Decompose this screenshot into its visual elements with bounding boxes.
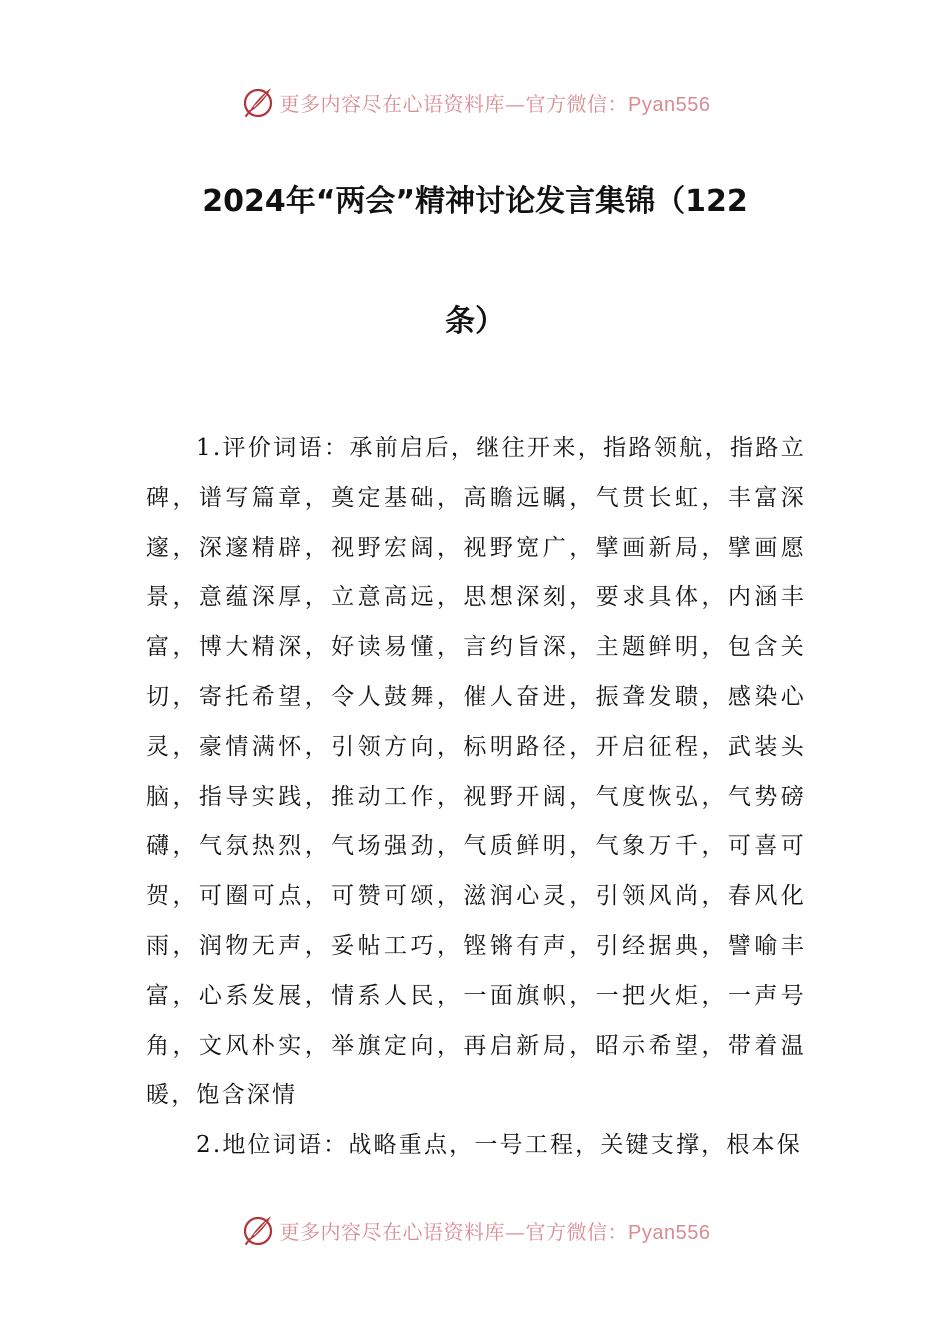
watermark-text-cn: 更多内容尽在心语资料库—官方微信： — [279, 1219, 629, 1244]
watermark-text-cn: 更多内容尽在心语资料库—官方微信： — [279, 91, 629, 116]
watermark-wechat-id: Pyan556 — [628, 93, 711, 116]
header-watermark-banner — [0, 80, 950, 124]
paragraph-status-terms: 2.地位词语：战略重点，一号工程，关键支撑，根本保 — [196, 1132, 802, 1159]
quill-pen-logo-icon — [240, 1212, 276, 1248]
document-body — [146, 424, 806, 1171]
footer-watermark-content — [240, 1212, 711, 1248]
watermark-text — [280, 1216, 711, 1245]
quill-pen-logo-icon — [240, 84, 276, 120]
document-title-line-2: 条） — [445, 304, 505, 339]
watermark-text — [280, 88, 711, 117]
footer-watermark-banner — [0, 1208, 950, 1252]
watermark-wechat-id: Pyan556 — [628, 1221, 711, 1244]
document-title-line-1: 2024年“两会”精神讨论发言集锦（122 — [202, 184, 748, 219]
paragraph-evaluation-terms: 1.评价词语：承前启后，继往开来，指路领航，指路立碑，谱写篇章，奠定基础，高瞻远瞩，气贯长虹，丰富深邃，深邃精辟，视野宏阔，视野宽广，擘画新局，擘画愿景，意蕴深厚，立意高远，思想深刻，要求具体，内涵丰富，博大精深，好读易懂，言约旨深，主题鲜明，包含关切，寄托希望，令人鼓舞，催人奋进，振聋发聩，感染心灵，豪情满怀，引领方向，标明路径，开启征程，武装头脑，指导实践，推动工作，视野开阔，气度恢弘，气势磅礴，气氛热烈，气场强劲，气质鲜明，气象万千，可喜可贺，可圈可点，可赞可颂，滋润心灵，引领风尚，春风化雨，润物无声，妥帖工巧，铿锵有声，引经据典，譬喻丰富，心系发展，情系人民，一面旗帜，一把火炬，一声号角，文风朴实，举旗定向，再启新局，昭示希望，带着温暖，饱含深情 — [146, 435, 806, 1109]
header-watermark-content — [240, 84, 711, 120]
